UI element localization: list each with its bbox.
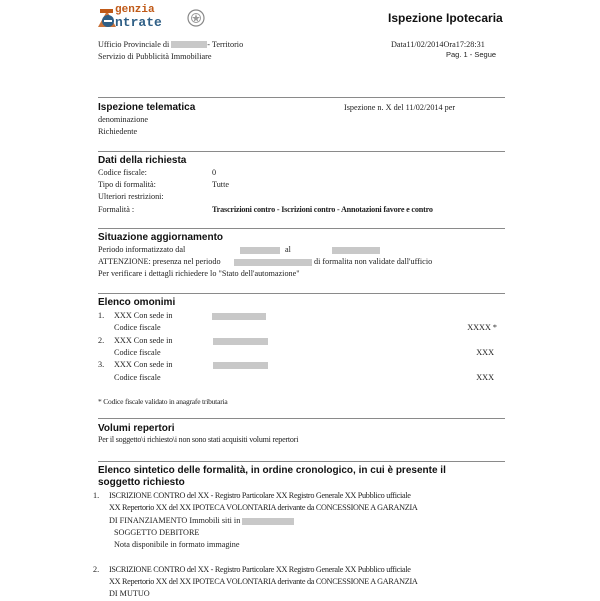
redacted-period	[234, 259, 312, 266]
page-indicator: Pag. 1 - Segue	[446, 50, 497, 59]
omonimo-cf-label: Codice fiscale	[114, 373, 161, 382]
redacted-location	[213, 338, 268, 345]
formalita-line: DI FINANZIAMENTO Immobili siti in	[109, 516, 241, 525]
redacted-location	[212, 313, 266, 320]
omonimo-number: 1.	[98, 311, 105, 320]
formalita-number: 2.	[93, 565, 100, 574]
redacted-date-from	[240, 247, 280, 254]
formalita-line: Nota disponibile in formato immagine	[114, 540, 240, 549]
dati-label: Codice fiscale:	[98, 168, 147, 177]
redacted-location	[213, 362, 268, 369]
redacted-location	[242, 518, 294, 525]
attenzione-prefix: ATTENZIONE: presenza nel periodo	[98, 257, 221, 266]
section-heading-elenco-line2: soggetto richiesto	[98, 477, 185, 488]
service-line: Servizio di Pubblicità Immobiliare	[98, 52, 212, 61]
redacted-date-to	[332, 247, 380, 254]
omonimo-cf-value: XXX	[476, 373, 494, 382]
section-heading-dati: Dati della richiesta	[98, 155, 187, 166]
formalita-line: DI MUTUO	[109, 589, 150, 598]
dati-value: 0	[212, 168, 217, 177]
omonimo-cf-value: XXXX *	[467, 323, 497, 332]
omonimo-name: XXX Con sede in	[114, 336, 173, 345]
office-suffix: - Territorio	[207, 40, 244, 49]
formalita-line: SOGGETTO DEBITORE	[114, 528, 200, 537]
omonimo-name: XXX Con sede in	[114, 311, 173, 320]
section-heading-volumi: Volumi repertori	[98, 423, 175, 434]
dati-label: Tipo di formalità:	[98, 180, 156, 189]
office-line	[98, 39, 243, 52]
section-heading-omonimi: Elenco omonimi	[98, 297, 176, 308]
ispezione-info: Ispezione n. X del 11/02/2014 per	[344, 103, 456, 112]
periodo-label: Periodo informatizzato dal	[98, 245, 186, 254]
ispezione-richiedente: Richiedente	[98, 127, 138, 136]
omonimo-number: 2.	[98, 336, 105, 345]
logo-text-genzia: genzia	[115, 4, 155, 16]
formalita-line: XX Repertorio XX del XX IPOTECA VOLONTARIA derivante da CONCESSIONE A GARANZIA	[109, 503, 418, 512]
dati-label: Ulteriori restrizioni:	[98, 192, 164, 201]
divider	[98, 151, 505, 152]
attenzione-suffix: di formalita non validate dall'ufficio	[314, 257, 433, 266]
divider	[98, 418, 505, 419]
volumi-text: Per il soggetto\i richiesto\i non sono stati acquisiti volumi repertori	[98, 435, 299, 444]
datetime: Data11/02/2014Ora17:28:31	[391, 40, 485, 49]
formalita-line: XX Repertorio XX del XX IPOTECA VOLONTARIA derivante da CONCESSIONE A GARANZIA	[109, 577, 418, 586]
dati-value: Tutte	[212, 180, 229, 189]
divider	[98, 97, 505, 98]
italian-republic-emblem-icon	[187, 8, 205, 28]
formalita-line: ISCRIZIONE CONTRO del XX - Registro Particolare XX Registro Generale XX Pubblico ufficiale	[109, 491, 411, 500]
verifica-text: Per verificare i dettagli richiedere lo "Stato dell'automazione"	[98, 269, 300, 278]
formalita-line: ISCRIZIONE CONTRO del XX - Registro Particolare XX Registro Generale XX Pubblico ufficiale	[109, 565, 411, 574]
office-prefix: Ufficio Provinciale di	[98, 40, 170, 49]
divider	[98, 228, 505, 229]
dati-value: Trascrizioni contro - Iscrizioni contro - Annotazioni favore e contro	[212, 205, 433, 214]
section-heading-elenco-line1: Elenco sintetico delle formalità, in ordine cronologico, in cui è presente il	[98, 465, 446, 476]
section-heading-situazione: Situazione aggiornamento	[98, 232, 224, 243]
omonimi-footnote: * Codice fiscale validato in anagrafe tributaria	[98, 397, 228, 406]
section-heading-ispezione: Ispezione telematica	[98, 102, 196, 113]
formalita-number: 1.	[93, 491, 100, 500]
omonimo-cf-label: Codice fiscale	[114, 323, 161, 332]
divider	[98, 293, 505, 294]
logo-text-ntrate: ntrate	[115, 15, 162, 30]
ispezione-denominazione: denominazione	[98, 115, 149, 124]
omonimo-number: 3.	[98, 360, 105, 369]
divider	[98, 461, 505, 462]
omonimo-cf-label: Codice fiscale	[114, 348, 161, 357]
periodo-al: al	[285, 245, 291, 254]
document-title: Ispezione Ipotecaria	[388, 11, 503, 25]
redacted-province	[171, 41, 207, 48]
omonimo-cf-value: XXX	[476, 348, 494, 357]
agenzia-entrate-logo	[97, 4, 207, 30]
omonimo-name: XXX Con sede in	[114, 360, 173, 369]
dati-label: Formalità :	[98, 205, 135, 214]
